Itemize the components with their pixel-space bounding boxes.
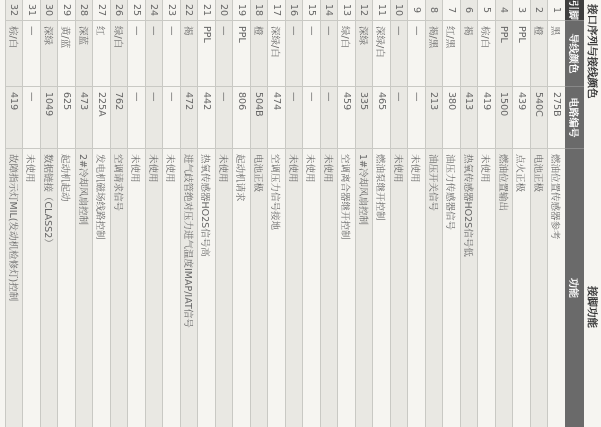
wire-color: — [410, 26, 422, 36]
wire-color: 深绿 [356, 26, 368, 46]
section-band-connector: 接口序列与接线颜色 [586, 4, 598, 99]
row-divider [530, 0, 531, 427]
row-divider [23, 0, 24, 427]
pin-function: 燃油位置传感器参考 [549, 154, 561, 240]
pin-number: 8 [428, 6, 440, 14]
row-divider [408, 0, 409, 427]
wire-color: PPL [498, 26, 510, 43]
pin-function: 进气歧管绝对压力进气温度IMAP/IAT信号 [181, 154, 193, 328]
pin-function: 未使用 [216, 154, 228, 183]
wire-color: PPL [200, 26, 212, 43]
wire-color: — [218, 26, 230, 36]
pin-number: 4 [498, 6, 510, 14]
row-divider [320, 0, 321, 427]
row-divider [198, 0, 199, 427]
wire-color: — [130, 26, 142, 36]
pin-function: 未使用 [304, 154, 316, 183]
pin-number: 15 [305, 3, 317, 17]
column-divider [5, 86, 565, 87]
row-divider [58, 0, 59, 427]
wire-color: — [323, 26, 335, 36]
circuit-number: 380 [445, 92, 457, 111]
pin-number: 3 [515, 6, 527, 14]
row-divider [548, 0, 549, 427]
wire-color: 绿/白 [339, 26, 351, 49]
pin-function: 起动机起动 [59, 154, 71, 202]
pin-number: 22 [183, 3, 195, 17]
wire-color: 红/黑 [444, 26, 456, 49]
pin-function: 燃油位置输出 [496, 154, 508, 212]
row-divider [478, 0, 479, 427]
circuit-number: 1500 [498, 92, 510, 117]
pin-number: 5 [480, 6, 492, 14]
circuit-number: — [25, 92, 37, 102]
pin-number: 29 [60, 3, 72, 17]
circuit-number: — [130, 92, 142, 102]
wire-color: PPL [515, 26, 527, 43]
circuit-number: — [323, 92, 335, 102]
wire-color: 橙 [531, 26, 543, 36]
pin-number: 24 [148, 3, 160, 17]
wire-color: 深绿 [41, 26, 53, 46]
pin-function: 未使用 [391, 154, 403, 183]
circuit-number: 439 [515, 92, 527, 111]
circuit-number: 413 [463, 92, 475, 111]
pin-function: 发电机磁场线路控制 [94, 154, 106, 240]
row-divider [285, 0, 286, 427]
pin-number: 7 [445, 6, 457, 14]
circuit-number: 335 [358, 92, 370, 111]
wire-color: 黑 [549, 26, 561, 36]
pin-function: 油压开关信号 [426, 154, 438, 212]
pin-number: 32 [8, 3, 20, 17]
circuit-number: 459 [340, 92, 352, 111]
pin-function: 油压力传感器信号 [444, 154, 456, 231]
circuit-number: — [305, 92, 317, 102]
pin-number: 20 [218, 3, 230, 17]
wire-color: 深绿/白 [269, 26, 281, 58]
circuit-number: — [218, 92, 230, 102]
pin-function: 未使用 [479, 154, 491, 183]
circuit-number: 442 [200, 92, 212, 111]
wire-color: 红 [94, 26, 106, 36]
row-divider [513, 0, 514, 427]
pin-function: 电池正极 [531, 154, 543, 193]
pin-function: 未使用 [129, 154, 141, 183]
circuit-number: 806 [235, 92, 247, 111]
row-divider [93, 0, 94, 427]
pin-number: 27 [95, 3, 107, 17]
pin-number: 10 [393, 3, 405, 17]
pin-function: 点火正极 [514, 154, 526, 193]
wire-color: — [288, 26, 300, 36]
pin-number: 9 [410, 6, 422, 14]
wire-color: — [25, 26, 37, 36]
row-divider [268, 0, 269, 427]
row-divider [425, 0, 426, 427]
pin-number: 12 [358, 3, 370, 17]
column-divider [5, 20, 565, 21]
circuit-number: — [288, 92, 300, 102]
column-divider [5, 148, 565, 149]
wire-color: — [393, 26, 405, 36]
row-divider [5, 0, 6, 427]
pin-function: 热氧传感器HO2S信号高 [199, 154, 211, 257]
pin-number: 6 [463, 6, 475, 14]
circuit-number: 540C [533, 92, 545, 117]
row-divider [163, 0, 164, 427]
wire-color: 褐/黑 [426, 26, 438, 49]
row-divider [233, 0, 234, 427]
row-divider [250, 0, 251, 427]
pin-function: 未使用 [24, 154, 36, 183]
pin-function: 空调离合器继开控制 [339, 154, 351, 240]
row-divider [110, 0, 111, 427]
row-divider [303, 0, 304, 427]
header-pin: 引脚 [565, 0, 584, 20]
pin-function: 空调压力信号接地 [269, 154, 281, 231]
circuit-number: 419 [8, 92, 20, 111]
row-divider [338, 0, 339, 427]
circuit-number: — [148, 92, 160, 102]
pin-function: 未使用 [409, 154, 421, 183]
pin-function: 未使用 [286, 154, 298, 183]
wire-color: PPL [235, 26, 247, 43]
wire-color: 橙 [251, 26, 263, 36]
pin-function: 故障指示灯MIL(发动机检修灯)控制 [6, 154, 18, 302]
circuit-number: 419 [480, 92, 492, 111]
circuit-number: 474 [270, 92, 282, 111]
wire-color: — [165, 26, 177, 36]
circuit-number: 465 [375, 92, 387, 111]
row-divider [443, 0, 444, 427]
circuit-number: 213 [428, 92, 440, 111]
circuit-number: 1049 [43, 92, 55, 117]
pin-number: 17 [270, 3, 282, 17]
row-divider [145, 0, 146, 427]
pin-number: 26 [113, 3, 125, 17]
section-band-pin-function: 接脚功能 [586, 286, 598, 328]
row-divider [390, 0, 391, 427]
pin-number: 25 [130, 3, 142, 17]
wire-color: 黄/蓝 [59, 26, 71, 49]
circuit-number: 473 [78, 92, 90, 111]
pin-function: 未使用 [321, 154, 333, 183]
wire-color: 深蓝 [76, 26, 88, 46]
pin-number: 2 [533, 6, 545, 14]
row-divider [355, 0, 356, 427]
row-divider [40, 0, 41, 427]
row-divider [180, 0, 181, 427]
circuit-number: 762 [113, 92, 125, 111]
wire-color: 绿/白 [111, 26, 123, 49]
pin-number: 23 [165, 3, 177, 17]
header-wire-color: 导线颜色 [565, 20, 584, 86]
row-divider [128, 0, 129, 427]
wire-color: — [305, 26, 317, 36]
pin-number: 11 [375, 3, 387, 17]
row-divider [75, 0, 76, 427]
wire-color: 褐 [181, 26, 193, 36]
row-divider [495, 0, 496, 427]
pin-number: 1 [550, 6, 562, 14]
circuit-number: — [410, 92, 422, 102]
pin-function: 未使用 [146, 154, 158, 183]
pin-number: 13 [340, 3, 352, 17]
circuit-number: 625 [60, 92, 72, 111]
circuit-number: 225A [95, 92, 107, 117]
circuit-number: — [165, 92, 177, 102]
row-divider [373, 0, 374, 427]
pin-number: 30 [43, 3, 55, 17]
wire-color: 深绿/白 [374, 26, 386, 58]
pin-number: 21 [200, 3, 212, 17]
pin-function: 起动机请求 [234, 154, 246, 202]
header-circuit-number: 电路编号 [565, 86, 584, 148]
pin-function: 空调请求信号 [111, 154, 123, 212]
circuit-number: 504B [253, 92, 265, 117]
wire-color: 褐 [461, 26, 473, 36]
header-function: 功能 [565, 148, 584, 427]
pin-number: 19 [235, 3, 247, 17]
pin-function: 数据链接（CLASS2） [41, 154, 53, 248]
wire-color: 棕/白 [6, 26, 18, 49]
circuit-number: 472 [183, 92, 195, 111]
wire-color: — [148, 26, 160, 36]
pin-number: 28 [78, 3, 90, 17]
pin-function: 未使用 [164, 154, 176, 183]
pin-function: 燃油泵继开控制 [374, 154, 386, 221]
pin-number: 16 [288, 3, 300, 17]
pin-number: 31 [25, 3, 37, 17]
pin-number: 14 [323, 3, 335, 17]
row-divider [460, 0, 461, 427]
pin-function: 热氧传感器HO2S信号低 [461, 154, 473, 257]
pin-number: 18 [253, 3, 265, 17]
wire-color: 棕/白 [479, 26, 491, 49]
pin-function: 1#冷却风扇控制 [356, 154, 368, 226]
circuit-number: — [393, 92, 405, 102]
row-divider [215, 0, 216, 427]
circuit-number: 275B [550, 92, 562, 117]
pin-function: 2#冷却风扇控制 [76, 154, 88, 226]
pin-function: 电池正极 [251, 154, 263, 193]
